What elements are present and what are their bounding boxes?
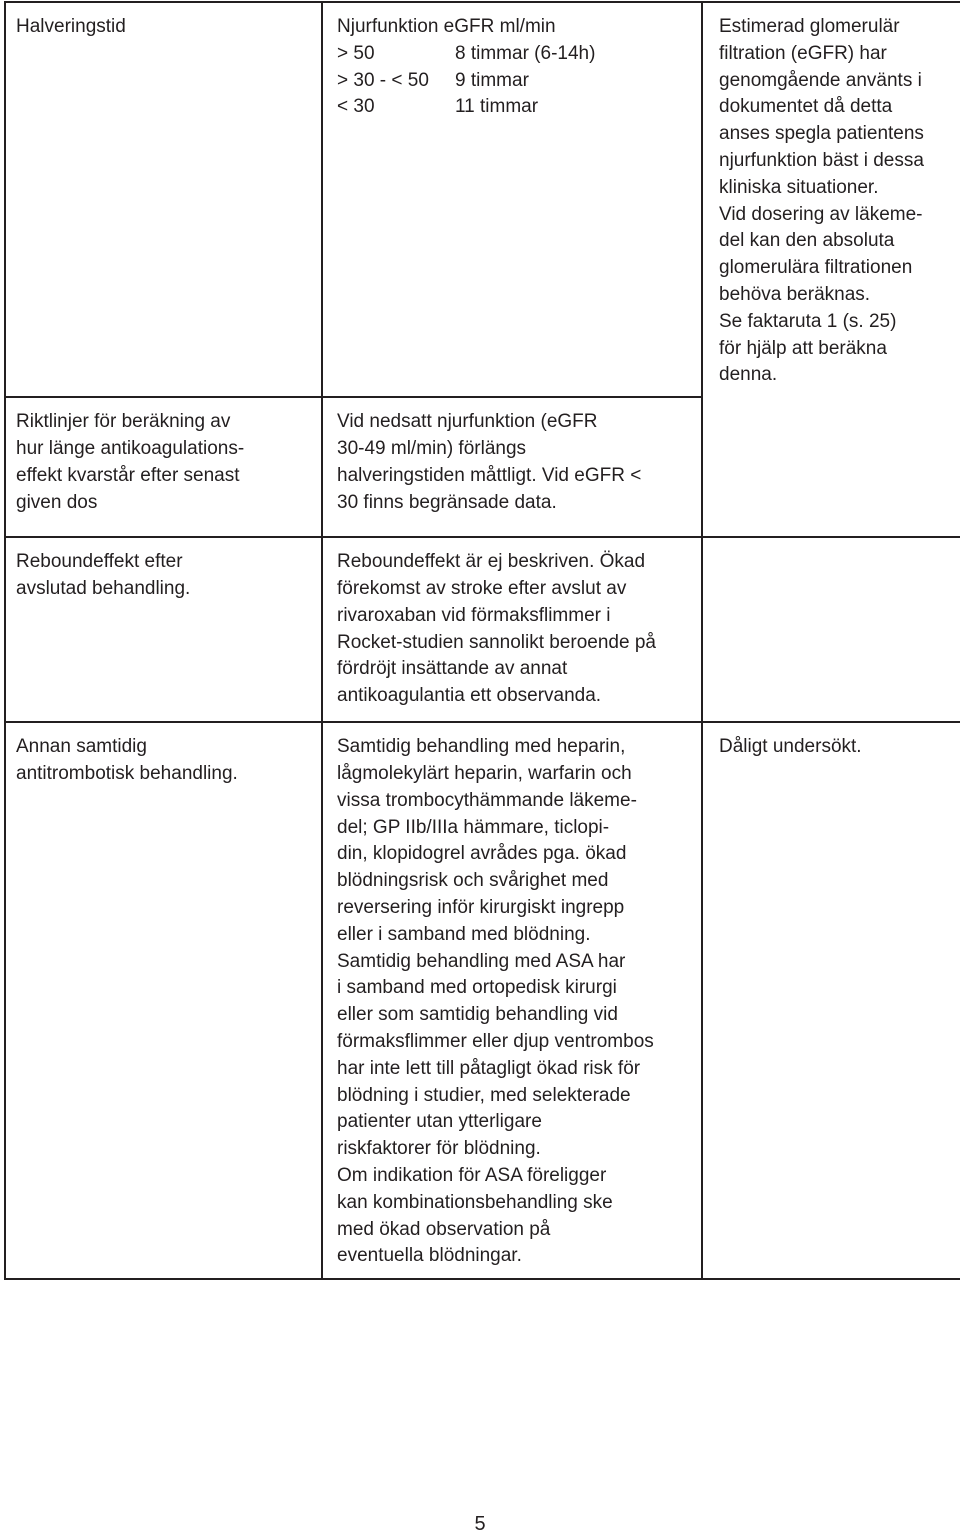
egfr-range: < 30	[337, 96, 375, 118]
row-label-line: Reboundeffekt efter	[16, 551, 183, 573]
text-line: 30 finns begränsade data.	[337, 491, 557, 513]
text-line: eller i samband med blödning.	[337, 923, 591, 945]
table-row-riktlinjer	[5, 397, 960, 537]
egfr-hours: 8 timmar (6-14h)	[455, 42, 596, 64]
row-label-line: avslutad behandling.	[16, 577, 191, 599]
text-line: eventuella blödningar.	[337, 1245, 522, 1267]
row-label-line: hur länge antikoagulations-	[16, 437, 245, 459]
empty-cell	[702, 397, 960, 537]
text-line: rivaroxaban vid förmaksflimmer i	[337, 604, 611, 626]
egfr-hours: 11 timmar	[455, 96, 539, 118]
row-label-line: Riktlinjer för beräkning av	[16, 411, 231, 433]
row-label	[5, 2, 322, 397]
note-line: Se faktaruta 1 (s. 25)	[719, 310, 897, 332]
egfr-range: > 50	[337, 42, 375, 64]
text-line: 30-49 ml/min) förlängs	[337, 437, 527, 459]
row-label-line: antitrombotisk behandling.	[16, 762, 238, 784]
text-line: förmaksflimmer eller djup ventrombos	[337, 1030, 654, 1052]
egfr-row	[337, 94, 691, 121]
text-line: riskfaktorer för blödning.	[337, 1138, 541, 1160]
row-label	[5, 397, 322, 537]
row-text	[322, 397, 702, 537]
text-line: patienter utan ytterligare	[337, 1111, 542, 1133]
drug-info-table	[4, 1, 960, 1280]
row-label-line: effekt kvarstår efter senast	[16, 464, 240, 486]
egfr-cell	[322, 2, 702, 397]
note-line: kliniska situationer.	[719, 176, 879, 198]
note-cell	[702, 722, 960, 1279]
note-line: njurfunktion bäst i dessa	[719, 149, 924, 171]
note-line: behöva beräknas.	[719, 283, 871, 305]
note-line: filtration (eGFR) har	[719, 42, 887, 64]
row-label-line: Annan samtidig	[16, 736, 147, 758]
text-line: reversering inför kirurgiskt ingrepp	[337, 896, 625, 918]
text-line: halveringstiden måttligt. Vid eGFR <	[337, 464, 642, 486]
text-line: fördröjt insättande av annat	[337, 658, 568, 680]
text-line: vissa trombocythämmande läkeme-	[337, 789, 637, 811]
text-line: Rocket-studien sannolikt beroende på	[337, 631, 656, 653]
note-line: dokumentet då detta	[719, 96, 893, 118]
note-text: Dåligt undersökt.	[719, 736, 862, 758]
text-line: lågmolekylärt heparin, warfarin och	[337, 762, 632, 784]
text-line: har inte lett till påtagligt ökad risk för	[337, 1057, 641, 1079]
text-line: din, klopidogrel avrådes pga. ökad	[337, 843, 627, 865]
empty-cell	[702, 537, 960, 722]
text-line: förekomst av stroke efter avslut av	[337, 577, 627, 599]
row-label-text: Halveringstid	[16, 16, 126, 37]
text-line: Samtidig behandling med ASA har	[337, 950, 626, 972]
row-text	[322, 722, 702, 1279]
text-line: Vid nedsatt njurfunktion (eGFR	[337, 411, 598, 433]
note-line: glomerulära filtrationen	[719, 257, 913, 279]
page-number: 5	[474, 1513, 486, 1535]
text-line: Reboundeffekt är ej beskriven. Ökad	[337, 551, 646, 573]
table-row-antitrombotisk	[5, 722, 960, 1279]
table-row-halveringstid	[5, 2, 960, 397]
text-line: med ökad observation på	[337, 1218, 551, 1240]
text-line: del; GP IIb/IIIa hämmare, ticlopi-	[337, 816, 610, 838]
egfr-header: Njurfunktion eGFR ml/min	[337, 16, 556, 37]
text-line: blödningsrisk och svårighet med	[337, 870, 609, 892]
egfr-row	[337, 68, 691, 95]
text-line: blödning i studier, med selekterade	[337, 1084, 631, 1106]
note-line: anses spegla patientens	[719, 123, 924, 145]
text-line: eller som samtidig behandling vid	[337, 1004, 618, 1026]
text-line: kan kombinationsbehandling ske	[337, 1191, 613, 1213]
egfr-note-cell	[702, 2, 960, 397]
text-line: Om indikation för ASA föreligger	[337, 1164, 607, 1186]
text-line: Samtidig behandling med heparin,	[337, 736, 626, 758]
row-label-line: given dos	[16, 491, 98, 513]
note-line: för hjälp att beräkna	[719, 337, 887, 359]
note-line: Vid dosering av läkeme-	[719, 203, 923, 225]
egfr-hours: 9 timmar	[455, 69, 529, 91]
note-line: Estimerad glomerulär	[719, 16, 900, 37]
text-line: antikoagulantia ett observanda.	[337, 685, 602, 707]
text-line: i samband med ortopedisk kirurgi	[337, 977, 617, 999]
note-line: denna.	[719, 364, 778, 386]
note-line: genomgående använts i	[719, 69, 922, 91]
row-label	[5, 722, 322, 1279]
table-row-rebound	[5, 537, 960, 722]
row-label	[5, 537, 322, 722]
egfr-row	[337, 41, 691, 68]
egfr-range: > 30 - < 50	[337, 69, 429, 91]
note-line: del kan den absoluta	[719, 230, 895, 252]
row-text	[322, 537, 702, 722]
